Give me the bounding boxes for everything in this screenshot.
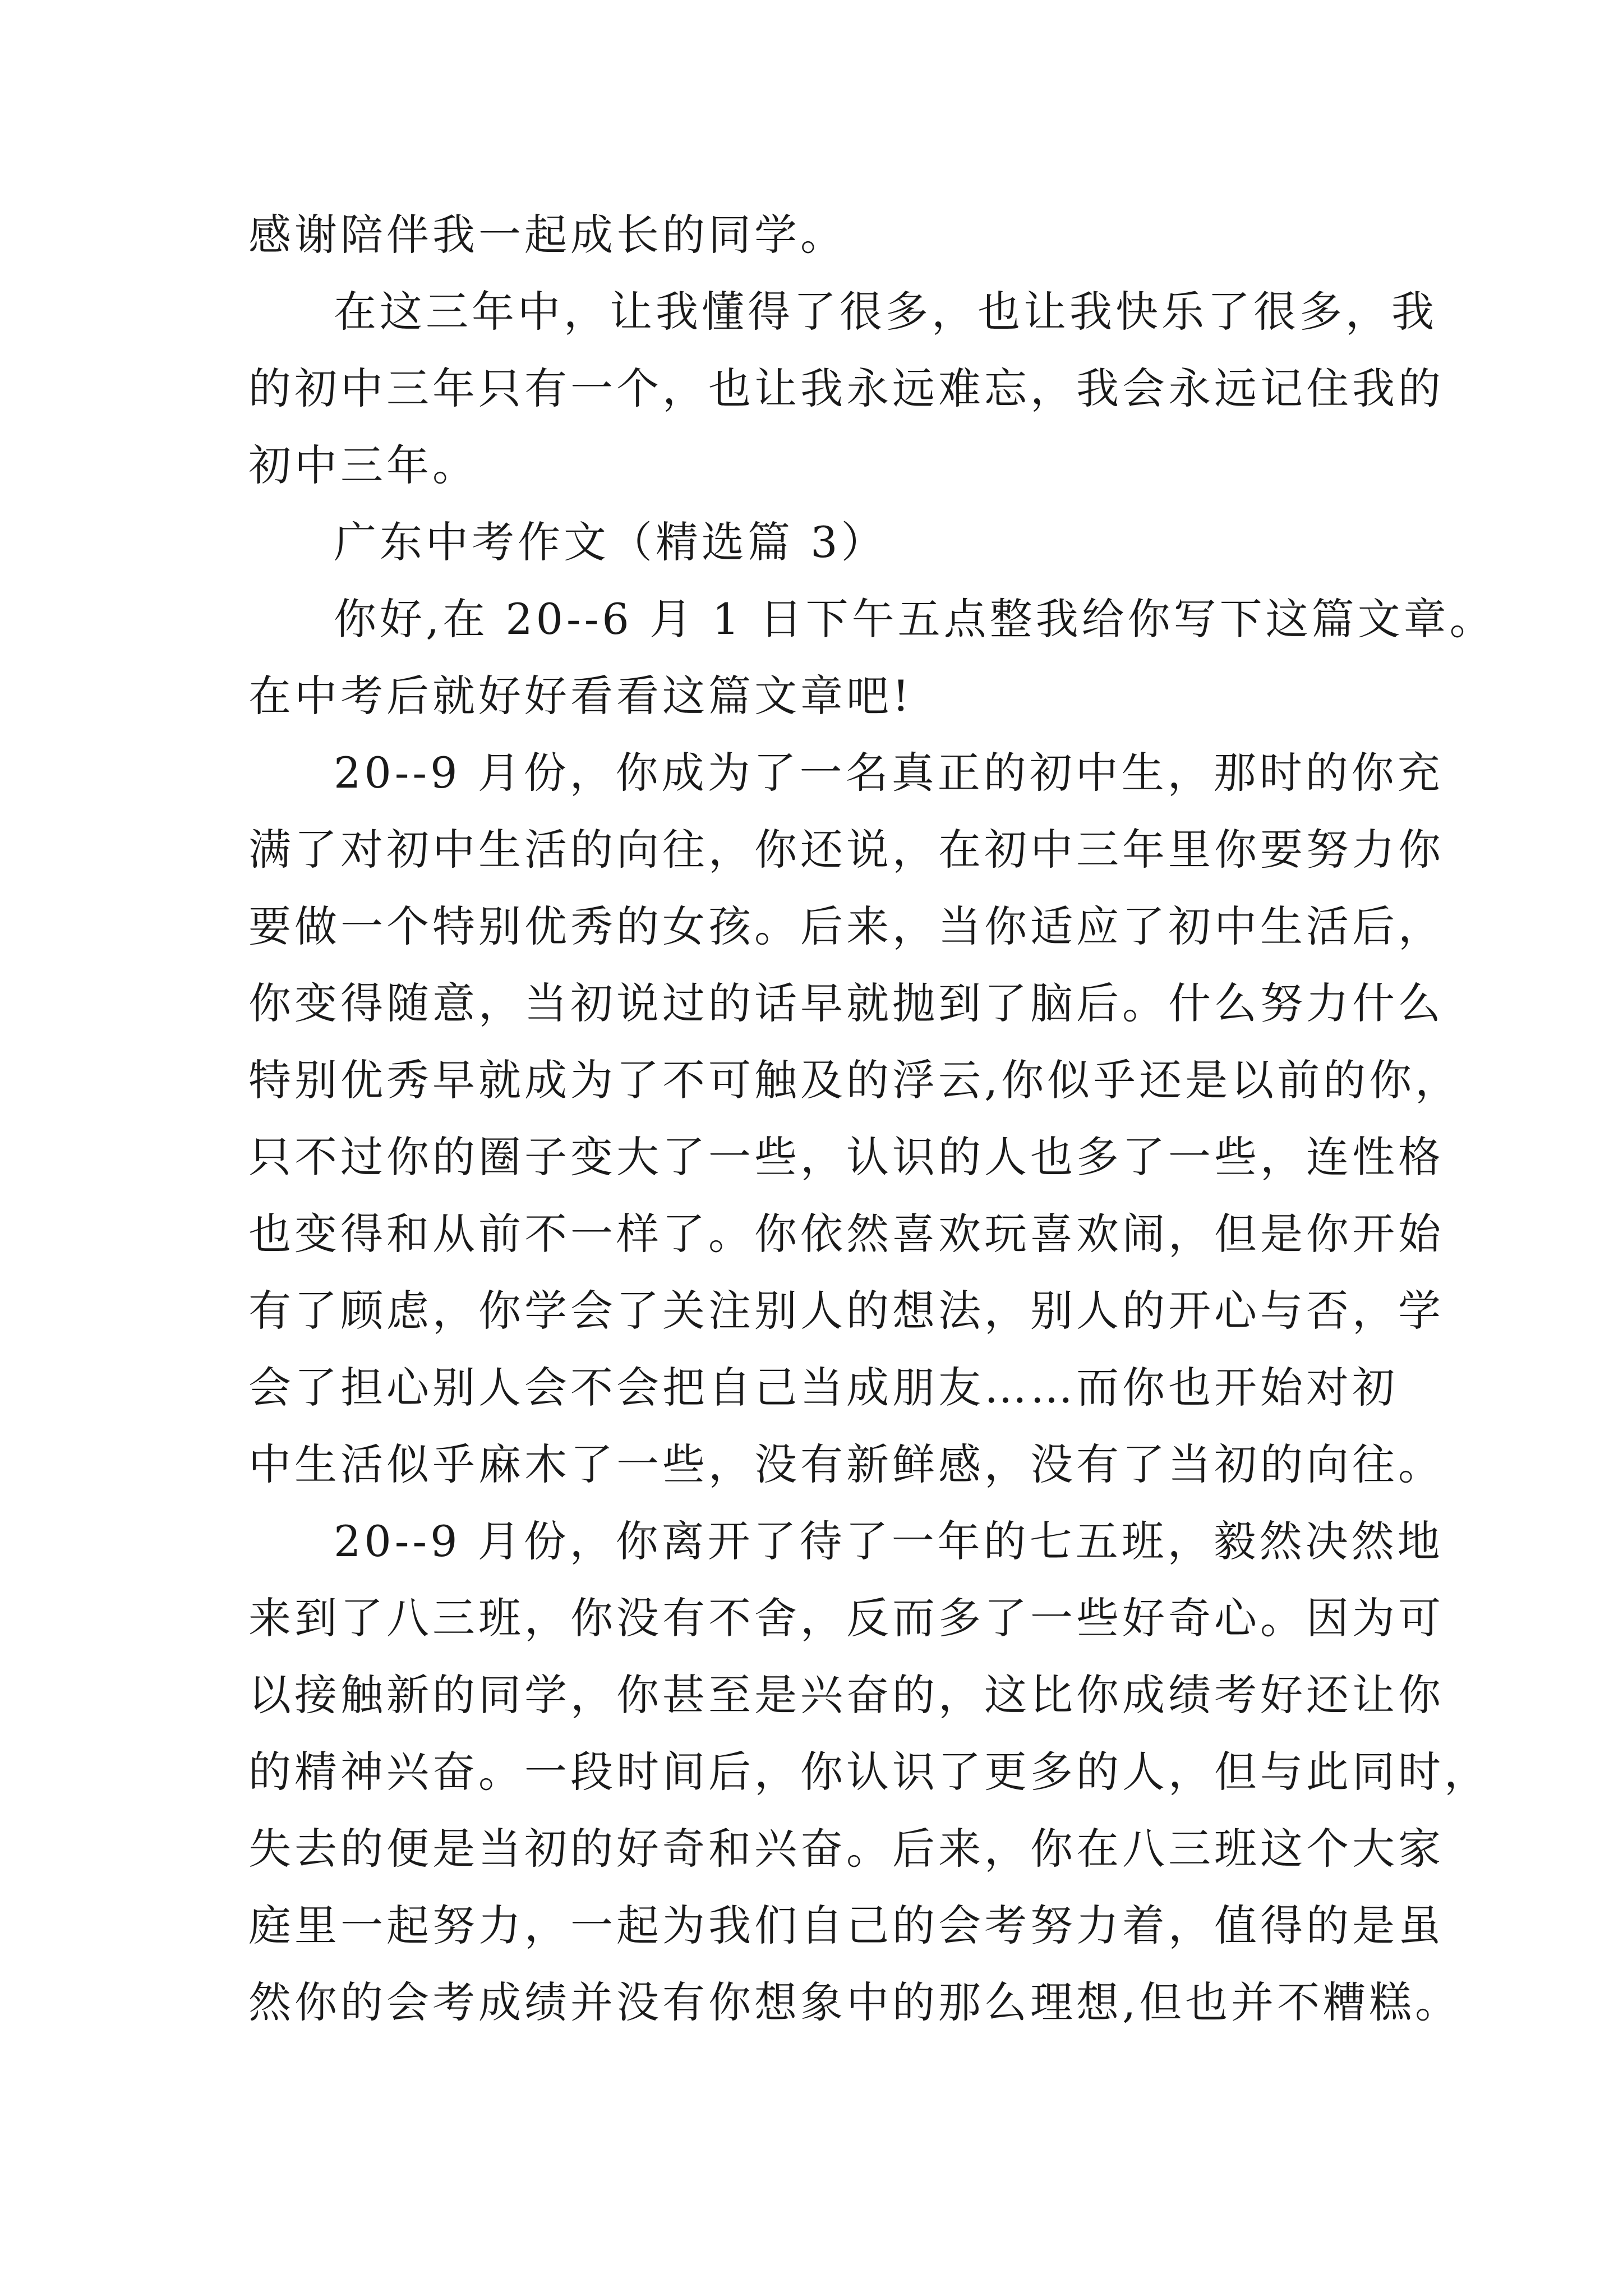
text-line: 中生活似乎麻木了一些，没有新鲜感，没有了当初的向往。 bbox=[248, 1439, 1444, 1489]
text-line: 感谢陪伴我一起成长的同学。 bbox=[248, 210, 846, 260]
text-line: 会了担心别人会不会把自己当成朋友……而你也开始对初 bbox=[248, 1363, 1398, 1412]
text-line: 要做一个特别优秀的女孩。后来，当你适应了初中生活后， bbox=[248, 901, 1444, 951]
text-line: 只不过你的圈子变大了一些，认识的人也多了一些，连性格 bbox=[248, 1132, 1444, 1182]
text-line: 以接触新的同学，你甚至是兴奋的，这比你成绩考好还让你 bbox=[248, 1670, 1444, 1720]
text-line: 的初中三年只有一个，也让我永远难忘，我会永远记住我的 bbox=[248, 364, 1444, 413]
text-line: 来到了八三班，你没有不舍，反而多了一些好奇心。因为可 bbox=[248, 1593, 1444, 1643]
text-line: 有了顾虑，你学会了关注别人的想法，别人的开心与否，学 bbox=[248, 1286, 1444, 1336]
text-line: 也变得和从前不一样了。你依然喜欢玩喜欢闹，但是你开始 bbox=[248, 1209, 1444, 1259]
text-line: 然你的会考成绩并没有你想象中的那么理想,但也并不糟糕。 bbox=[248, 1977, 1461, 2027]
text-line: 特别优秀早就成为了不可触及的浮云,你似乎还是以前的你， bbox=[248, 1055, 1461, 1105]
section-heading: 广东中考作文（精选篇 3） bbox=[334, 517, 887, 567]
text-line: 初中三年。 bbox=[248, 440, 478, 490]
text-line: 20--9 月份，你成为了一名真正的初中生，那时的你充 bbox=[334, 748, 1444, 798]
text-line: 在这三年中，让我懂得了很多，也让我快乐了很多，我 bbox=[334, 287, 1437, 337]
essay-body bbox=[248, 196, 1496, 2041]
text-line: 满了对初中生活的向往，你还说，在初中三年里你要努力你 bbox=[248, 825, 1444, 875]
text-line: 失去的便是当初的好奇和兴奋。后来，你在八三班这个大家 bbox=[248, 1824, 1444, 1874]
text-line: 庭里一起努力，一起为我们自己的会考努力着，值得的是虽 bbox=[248, 1901, 1444, 1950]
text-line: 你好,在 20--6 月 1 日下午五点整我给你写下这篇文章。 bbox=[334, 594, 1496, 644]
text-line: 的精神兴奋。一段时间后，你认识了更多的人，但与此同时， bbox=[248, 1747, 1490, 1797]
text-line: 你变得随意，当初说过的话早就抛到了脑后。什么努力什么 bbox=[248, 978, 1444, 1028]
text-line: 20--9 月份，你离开了待了一年的七五班，毅然决然地 bbox=[334, 1516, 1444, 1566]
text-line: 在中考后就好好看看这篇文章吧! bbox=[248, 671, 913, 721]
